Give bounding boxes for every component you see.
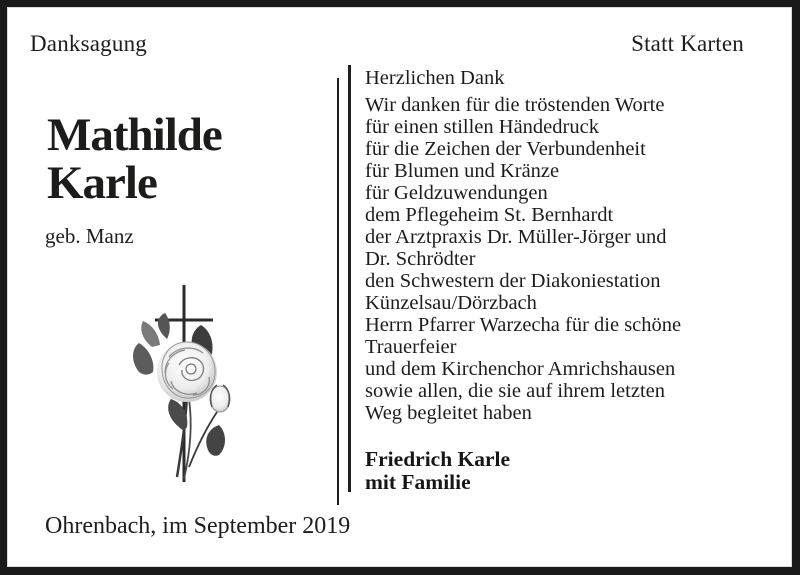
deceased-name-line2: Karle [47, 157, 157, 209]
thanks-line: Wir danken für die tröstenden Worte [365, 94, 665, 116]
column-divider-outer [337, 78, 339, 505]
birth-name: geb. Manz [45, 224, 134, 248]
thanks-line: für die Zeichen der Verbundenheit [365, 138, 646, 160]
thanks-line: Weg begleitet haben [365, 402, 532, 424]
thanks-line: Trauerfeier [365, 336, 457, 358]
signature-family: mit Familie [365, 470, 471, 494]
thanks-line: für einen stillen Händedruck [365, 116, 599, 138]
thanks-line: Herrn Pfarrer Warzecha für die schöne [365, 314, 682, 336]
thanks-column [365, 67, 765, 494]
thanks-line: den Schwestern der Diakoniestation [365, 270, 661, 292]
rose-cross-illustration [127, 277, 257, 492]
thanks-line: Künzelsau/Dörzbach [365, 292, 537, 314]
thanks-line: für Geldzuwendungen [365, 182, 548, 204]
thanks-line: und dem Kirchenchor Amrichshausen [365, 358, 676, 380]
signature [365, 448, 765, 494]
thanks-line: dem Pflegeheim St. Bernhardt [365, 204, 614, 226]
thanks-text [365, 94, 765, 424]
deceased-name-line1: Mathilde [47, 109, 222, 161]
column-divider-inner [348, 65, 351, 492]
signature-name: Friedrich Karle [365, 447, 511, 471]
deceased-name [47, 111, 222, 207]
thanks-line: der Arztpraxis Dr. Müller-Jörger und [365, 226, 667, 248]
obituary-notice [7, 7, 792, 567]
thanks-line: für Blumen und Kränze [365, 160, 560, 182]
thanks-line: sowie allen, die sie auf ihrem letzten [365, 380, 665, 402]
thanks-line: Dr. Schrödter [365, 248, 476, 270]
notice-type-label: Danksagung [30, 31, 147, 56]
statt-karten-label: Statt Karten [631, 31, 744, 56]
place-and-date: Ohrenbach, im September 2019 [45, 513, 351, 539]
thanks-heading: Herzlichen Dank [365, 67, 505, 89]
